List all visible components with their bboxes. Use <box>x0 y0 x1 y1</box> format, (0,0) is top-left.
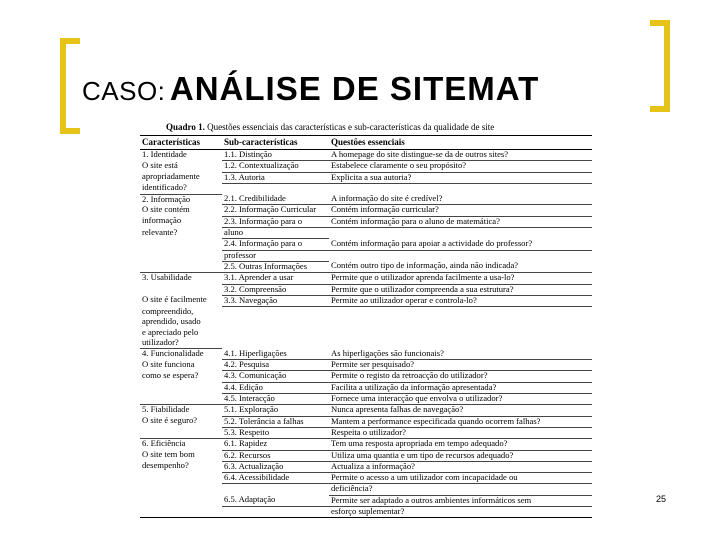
table-row <box>140 216 592 227</box>
characteristic-cell: O site funciona <box>142 359 195 369</box>
question-cell: Contém outro tipo de informação, ainda não indicada? <box>329 261 592 272</box>
question-cell: Permite ser adaptado a outros ambientes informáticos sem <box>329 495 592 506</box>
table-row <box>140 328 592 338</box>
subcharacteristic-cell: aluno <box>222 228 329 239</box>
caption-text: Questões essenciais das características e sub-características da qualidade de site <box>207 122 495 132</box>
subcharacteristic-cell: 1.1. Distinção <box>222 150 329 161</box>
title-prefix: CASO: <box>82 76 166 106</box>
table-row <box>140 495 592 506</box>
question-cell: Tem uma resposta apropriada em tempo adequado? <box>329 439 592 450</box>
question-cell <box>329 250 592 261</box>
characteristic-cell: aprendido, usado <box>142 317 201 327</box>
subcharacteristic-cell: 6.5. Adaptação <box>222 495 329 506</box>
characteristic-cell <box>140 284 222 295</box>
characteristic-cell: O site é seguro? <box>142 416 198 426</box>
table-row <box>140 394 592 405</box>
subcharacteristic-cell <box>222 338 329 349</box>
characteristic-cell: utilizador? <box>142 338 179 348</box>
question-cell: Mantem a performance especificada quando ocorrem falhas? <box>329 416 592 427</box>
table-row <box>140 150 592 161</box>
table-row <box>140 484 592 495</box>
subcharacteristic-cell: 2.5. Outras Informações <box>222 261 329 272</box>
subcharacteristic-cell: 4.2. Pesquisa <box>222 360 329 371</box>
table-row <box>140 338 592 349</box>
question-cell: Contém informação para apoiar a actividade do professor? <box>329 239 592 250</box>
table-row <box>140 349 592 360</box>
characteristic-cell <box>140 250 222 261</box>
table-row <box>140 261 592 272</box>
table-row <box>140 416 592 427</box>
characteristic-cell: como se espera? <box>142 370 199 380</box>
question-cell: A homepage do site distingue-se da de outros sites? <box>329 150 592 161</box>
table-row <box>140 473 592 484</box>
question-cell: Permite que o utilizador compreenda a sua estrutura? <box>329 284 592 295</box>
characteristic-cell: 6. Eficiência <box>140 439 222 450</box>
subcharacteristic-cell <box>222 183 329 194</box>
subcharacteristic-cell: 3.1. Aprender a usar <box>222 273 329 284</box>
characteristic-cell: 5. Fiabilidade <box>140 405 222 416</box>
question-cell <box>329 317 592 327</box>
subcharacteristic-cell: 6.2. Recursos <box>222 450 329 461</box>
subcharacteristic-cell: 6.4. Acessibilidade <box>222 473 329 484</box>
slide-number: 25 <box>656 494 667 504</box>
question-cell: Respeita o utilizador? <box>329 427 592 438</box>
table-row <box>140 461 592 472</box>
subcharacteristic-cell <box>222 328 329 338</box>
question-cell: As hiperligações são funcionais? <box>329 349 592 360</box>
question-cell: Utiliza uma quantia e um tipo de recursos adequado? <box>329 450 592 461</box>
table-row <box>140 205 592 216</box>
header-subcharacteristics: Sub-características <box>222 136 329 150</box>
question-cell: Facilita a utilização da informação apresentada? <box>329 382 592 393</box>
table-row <box>140 161 592 172</box>
characteristic-cell <box>140 507 222 518</box>
characteristic-cell: 4. Funcionalidade <box>140 349 222 360</box>
table-row <box>140 239 592 250</box>
characteristic-cell: compreendido, <box>142 306 194 316</box>
characteristic-cell: informação <box>142 216 182 226</box>
table-row <box>140 439 592 450</box>
subcharacteristic-cell: 4.1. Hiperligações <box>222 349 329 360</box>
characteristic-cell: O site contém <box>142 204 190 214</box>
table-caption <box>166 123 592 132</box>
characteristic-cell: 3. Usabilidade <box>140 273 222 284</box>
slide-title <box>82 70 539 108</box>
characteristic-cell <box>140 495 222 506</box>
table-row <box>140 405 592 416</box>
table-row <box>140 250 592 261</box>
characteristic-cell: identificado? <box>142 183 187 193</box>
subcharacteristic-cell: 3.3. Navegação <box>222 295 329 306</box>
table-row <box>140 183 592 194</box>
left-bracket-decoration <box>60 38 80 134</box>
quality-table-document <box>140 123 592 518</box>
table-row <box>140 307 592 318</box>
table-row <box>140 172 592 183</box>
subcharacteristic-cell: 2.2. Informação Curricular <box>222 205 329 216</box>
table-row <box>140 284 592 295</box>
title-main: ANÁLISE DE SITEMAT <box>169 70 540 107</box>
characteristic-cell: apropriadamente <box>142 172 200 182</box>
caption-label: Quadro 1. <box>166 122 205 132</box>
table-row <box>140 450 592 461</box>
question-cell: Permite o acesso a um utilizador com incapacidade ou <box>329 473 592 484</box>
table-row <box>140 360 592 371</box>
question-cell <box>329 328 592 338</box>
question-cell: Permite o registo da retroacção do utilizador? <box>329 371 592 382</box>
question-cell: Permite que o utilizador aprenda facilmente a usa-lo? <box>329 273 592 284</box>
subcharacteristic-cell: 2.4. Informação para o <box>222 239 329 250</box>
question-cell <box>329 228 592 239</box>
characteristic-cell: 1. Identidade <box>140 150 222 161</box>
characteristic-cell: relevante? <box>142 227 178 237</box>
right-bracket-decoration <box>650 20 670 112</box>
subcharacteristic-cell: 2.1. Credibilidade <box>222 194 329 205</box>
question-cell <box>329 338 592 349</box>
question-cell: A informação do site é credível? <box>329 194 592 205</box>
quality-table <box>140 135 592 518</box>
subcharacteristic-cell <box>222 307 329 318</box>
subcharacteristic-cell: 5.3. Respeito <box>222 427 329 438</box>
question-cell: Permite ao utilizador operar e controla-lo? <box>329 295 592 306</box>
characteristic-cell <box>140 382 222 393</box>
subcharacteristic-cell: 4.5. Interacção <box>222 394 329 405</box>
question-cell <box>329 307 592 318</box>
characteristic-cell <box>140 394 222 405</box>
question-cell: Permite ser pesquisado? <box>329 360 592 371</box>
characteristic-cell <box>140 239 222 250</box>
question-cell: Explicita a sua autoria? <box>329 172 592 183</box>
table-row <box>140 371 592 382</box>
characteristic-cell: O site tem bom <box>142 450 195 460</box>
characteristic-cell: O site é facilmente <box>142 295 207 305</box>
subcharacteristic-cell: 4.4. Edição <box>222 382 329 393</box>
subcharacteristic-cell: 5.1. Exploração <box>222 405 329 416</box>
subcharacteristic-cell <box>222 317 329 327</box>
characteristic-cell: 2. Informação <box>140 194 222 205</box>
question-cell <box>329 183 592 194</box>
characteristic-cell <box>140 427 222 438</box>
table-row <box>140 194 592 205</box>
question-cell: deficiência? <box>329 484 592 495</box>
header-questions: Questões essenciais <box>329 136 592 150</box>
question-cell: Contém informação para o aluno de matemática? <box>329 216 592 227</box>
table-row <box>140 273 592 284</box>
table-row <box>140 427 592 438</box>
subcharacteristic-cell: 6.1. Rapidez <box>222 439 329 450</box>
question-cell: esforço suplementar? <box>329 507 592 518</box>
table-row <box>140 507 592 518</box>
question-cell: Fornece uma interacção que envolva o utilizador? <box>329 394 592 405</box>
question-cell: Nunca apresenta falhas de navegação? <box>329 405 592 416</box>
table-row <box>140 317 592 327</box>
subcharacteristic-cell: 5.2. Tolerância a falhas <box>222 416 329 427</box>
question-cell: Contém informação curricular? <box>329 205 592 216</box>
table-row <box>140 228 592 239</box>
characteristic-cell <box>140 473 222 484</box>
table-row <box>140 382 592 393</box>
characteristic-cell: desempenho? <box>142 461 189 471</box>
subcharacteristic-cell: professor <box>222 250 329 261</box>
table-header-row <box>140 136 592 150</box>
subcharacteristic-cell: 1.2. Contextualização <box>222 161 329 172</box>
question-cell: Actualiza a informação? <box>329 461 592 472</box>
header-characteristics: Características <box>140 136 222 150</box>
subcharacteristic-cell: 2.3. Informação para o <box>222 216 329 227</box>
question-cell: Estabelece claramente o seu propósito? <box>329 161 592 172</box>
subcharacteristic-cell: 1.3. Autoria <box>222 172 329 183</box>
characteristic-cell: e apreciado pelo <box>142 327 199 337</box>
subcharacteristic-cell: 3.2. Compreensão <box>222 284 329 295</box>
subcharacteristic-cell <box>222 507 329 518</box>
characteristic-cell: O site está <box>142 160 178 170</box>
subcharacteristic-cell <box>222 484 329 495</box>
characteristic-cell <box>140 484 222 495</box>
subcharacteristic-cell: 4.3. Comunicação <box>222 371 329 382</box>
subcharacteristic-cell: 6.3. Actualização <box>222 461 329 472</box>
characteristic-cell <box>140 261 222 272</box>
table-row <box>140 295 592 306</box>
